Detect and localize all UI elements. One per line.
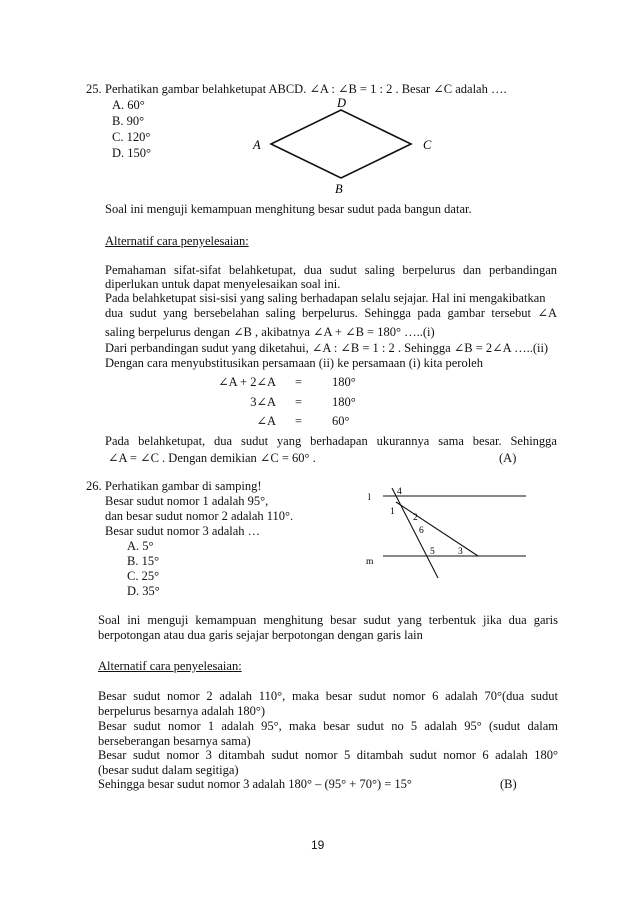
angle-label-1: 1 (390, 507, 395, 517)
angle-label-2: 2 (413, 513, 418, 523)
q25-answer: (A) (499, 451, 517, 465)
question-25-number: 25. (86, 82, 102, 96)
q25-line-3: Pada belahketupat sisi-sisi yang saling berhadapan selalu sejajar. Hal ini mengakibatkan (105, 291, 546, 305)
q26-step-6: (besar sudut dalam segitiga) (98, 763, 239, 777)
q26-option-c: C. 25° (127, 569, 160, 583)
q25-alt-heading: Alternatif cara penyelesaian: (105, 234, 249, 248)
q25-conclusion-2: ∠A = ∠C . Dengan demikian ∠C = 60° . (108, 451, 316, 465)
angle-label-3: 3 (458, 547, 463, 557)
q26-answer: (B) (500, 777, 517, 791)
label-l: l (368, 493, 371, 503)
q26-option-d: D. 35° (127, 584, 160, 598)
q25-conclusion-1: Pada belahketupat, dua sudut yang berhadapan ukurannya sama besar. Sehingga (105, 434, 557, 448)
q26-purpose-1: Soal ini menguji kemampuan menghitung besar sudut yang terbentuk jika dua garis (98, 613, 558, 627)
angle-label-5: 5 (430, 547, 435, 557)
label-m: m (366, 557, 374, 567)
q26-option-a: A. 5° (127, 539, 154, 553)
eq2-sign: = (295, 395, 303, 409)
q25-option-a: A. 60° (112, 98, 145, 112)
q25-line-1: Pemahaman sifat-sifat belahketupat, dua sudut saling berpelurus dan perbandingan (105, 263, 557, 277)
q25-line-6: Dari perbandingan sudut yang diketahui, ∠A : ∠B = 1 : 2 . Sehingga ∠B = 2∠A …..(ii) (105, 341, 549, 355)
q26-alt-heading: Alternatif cara penyelesaian: (98, 659, 242, 673)
equation-row-1 (0, 375, 638, 391)
q26-step-7: Sehingga besar sudut nomor 3 adalah 180° – (95° + 70°) = 15° (98, 777, 412, 791)
angle-label-4: 4 (397, 487, 402, 497)
eq1-sign: = (295, 375, 303, 389)
q26-given-3: Besar sudut nomor 3 adalah … (105, 524, 261, 538)
equation-row-3 (0, 414, 638, 430)
question-26-stem: Perhatikan gambar di samping! (105, 479, 262, 493)
page-number: 19 (311, 838, 325, 852)
q25-option-c: C. 120° (112, 130, 151, 144)
equation-row-2 (0, 395, 638, 411)
q26-option-b: B. 15° (127, 554, 160, 568)
eq3-lhs: ∠A (256, 414, 276, 428)
eq1-lhs: ∠A + 2∠A (218, 375, 276, 389)
q25-line-7: Dengan cara menyubstitusikan persamaan (ii) ke persamaan (i) kita peroleh (105, 356, 483, 370)
q25-line-2: diperlukan untuk dapat menyelesaikan soal ini. (105, 277, 341, 291)
eq2-rhs: 180° (332, 395, 356, 409)
q25-line-4: dua sudut yang bersebelahan saling berpelurus. Sehingga pada gambar tersebut ∠A (105, 306, 557, 320)
eq3-rhs: 60° (332, 414, 350, 428)
rhombus-label-top: D (337, 96, 347, 110)
q26-step-4: berseberangan besarnya sama) (98, 734, 251, 748)
transversal-1 (392, 488, 438, 578)
angle-label-6: 6 (419, 526, 424, 536)
eq1-rhs: 180° (332, 375, 356, 389)
q26-given-1: Besar sudut nomor 1 adalah 95°, (105, 494, 269, 508)
q25-option-b: B. 90° (112, 114, 145, 128)
rhombus-label-right: C (423, 138, 432, 152)
question-25-stem: Perhatikan gambar belahketupat ABCD. ∠A : ∠B = 1 : 2 . Besar ∠C adalah …. (105, 82, 507, 96)
q26-step-5: Besar sudut nomor 3 ditambah sudut nomor 5 ditambah sudut nomor 6 adalah 180° (98, 748, 558, 762)
rhombus-figure (240, 94, 440, 198)
rhombus-label-left: A (253, 138, 261, 152)
q26-step-2: berpelurus besarnya adalah 180°) (98, 704, 266, 718)
question-26-number: 26. (86, 479, 102, 493)
q26-purpose-2: berpotongan atau dua garis sejajar berpotongan dengan garis lain (98, 628, 423, 642)
eq2-lhs: 3∠A (250, 395, 276, 409)
q26-step-1: Besar sudut nomor 2 adalah 110°, maka besar sudut nomor 6 adalah 70°(dua sudut (98, 689, 558, 703)
parallel-lines-figure (360, 484, 530, 584)
eq3-sign: = (295, 414, 303, 428)
rhombus-label-bottom: B (335, 182, 343, 196)
q25-purpose: Soal ini menguji kemampuan menghitung besar sudut pada bangun datar. (105, 202, 472, 216)
transversal-2 (396, 502, 478, 556)
q25-option-d: D. 150° (112, 146, 152, 160)
q26-step-3: Besar sudut nomor 1 adalah 95°, maka besar sudut no 5 adalah 95° (sudut dalam (98, 719, 558, 733)
q26-given-2: dan besar sudut nomor 2 adalah 110°. (105, 509, 294, 523)
rhombus-shape (271, 110, 411, 178)
q25-line-5: saling berpelurus dengan ∠B , akibatnya ∠A + ∠B = 180° …..(i) (105, 325, 435, 339)
